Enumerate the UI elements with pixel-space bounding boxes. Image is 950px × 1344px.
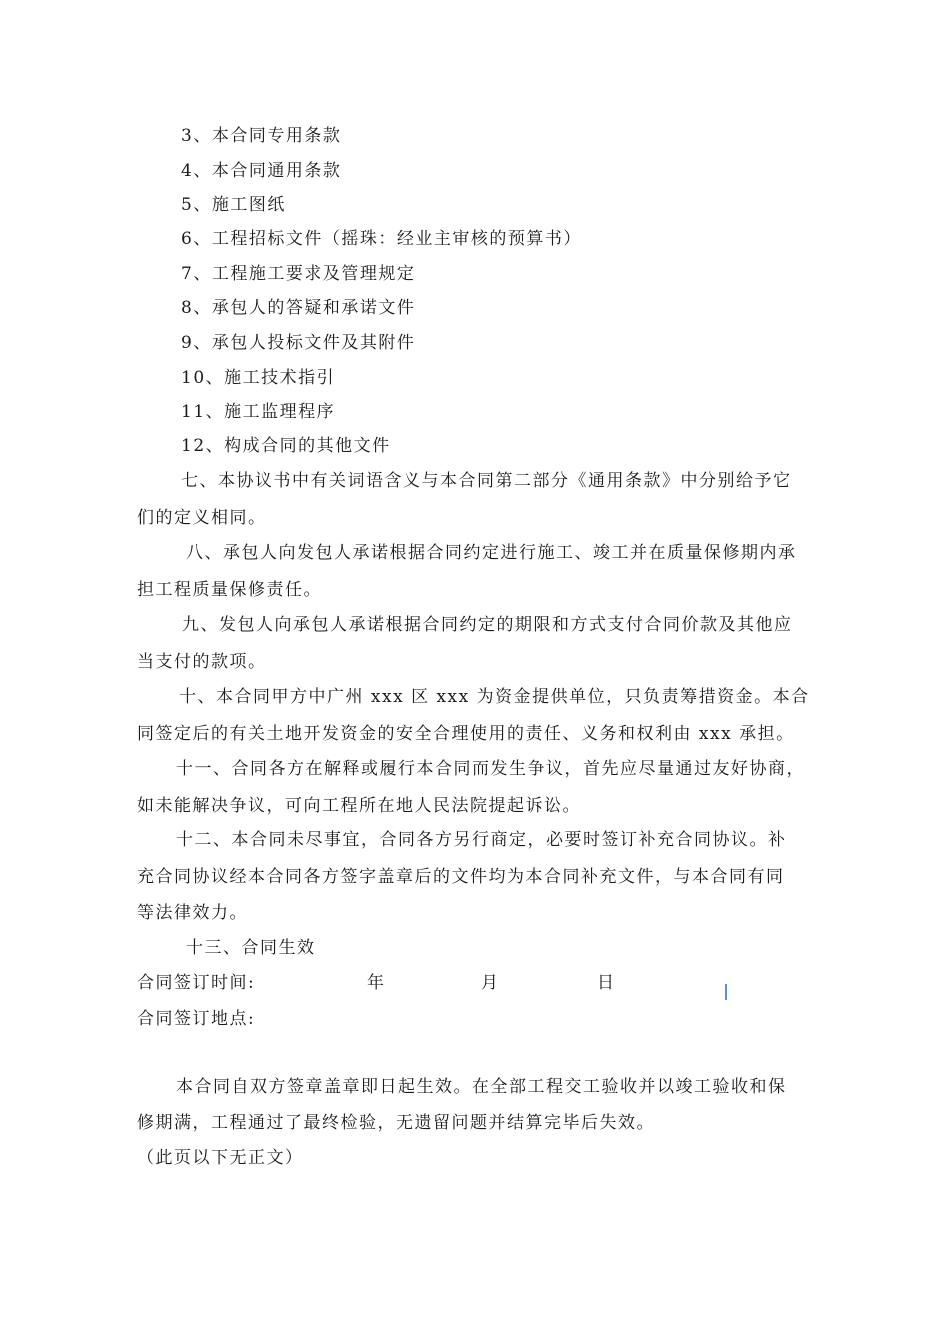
clause-9-line-1: 九、发包人向承包人承诺根据合同约定的期限和方式支付合同价款及其他应 [182,615,793,635]
clause-10-line-1: 十、本合同甲方中广州 xxx 区 xxx 为资金提供单位，只负责筹措资金。本合 [179,687,810,707]
clause-10-line-2: 同签定后的有关土地开发资金的安全合理使用的责任、义务和权利由 xxx 承担。 [137,724,795,744]
list-item: 11、施工监理程序 [181,402,336,422]
list-item: 3、本合同专用条款 [181,126,342,146]
sign-place-label: 合同签订地点: [137,1009,256,1029]
clause-8-line-1: 八、承包人向发包人承诺根据合同约定进行施工、竣工并在质量保修期内承 [186,543,797,563]
clause-12-line-1: 十二、本合同未尽事宜，合同各方另行商定，必要时签订补充合同协议。补 [176,830,787,850]
clause-11-line-1: 十一、合同各方在解释或履行本合同而发生争议，首先应尽量通过友好协商， [176,759,805,779]
list-item: 5、施工图纸 [181,195,286,215]
list-item: 7、工程施工要求及管理规定 [181,264,416,284]
sign-month: 月 [481,973,500,993]
list-item: 4、本合同通用条款 [181,161,342,181]
clause-8-line-2: 担工程质量保修责任。 [137,580,322,600]
sign-year: 年 [367,973,386,993]
list-item: 12、构成合同的其他文件 [181,436,391,456]
list-item: 8、承包人的答疑和承诺文件 [181,298,416,318]
clause-9-line-2: 当支付的款项。 [137,652,267,672]
clause-7-line-1: 七、本协议书中有关词语含义与本合同第二部分《通用条款》中分别给予它 [181,471,792,491]
end-note: （此页以下无正文） [137,1148,304,1168]
sign-day: 日 [597,973,616,993]
clause-12-line-2: 充合同协议经本合同各方签字盖章后的文件均为本合同补充文件，与本合同有同 [137,867,785,887]
clause-11-line-2: 如未能解决争议，可向工程所在地人民法院提起诉讼。 [137,796,581,816]
effect-line-2: 修期满，工程通过了最终检验，无遗留问题并结算完毕后失效。 [137,1113,655,1133]
clause-13-title: 十三、合同生效 [186,938,316,958]
list-item: 9、承包人投标文件及其附件 [181,333,416,353]
sign-time-label: 合同签订时间: [137,973,256,993]
list-item: 6、工程招标文件（摇珠：经业主审核的预算书） [181,229,582,249]
text-cursor [725,984,727,1000]
clause-7-line-2: 们的定义相同。 [137,508,267,528]
clause-12-line-3: 等法律效力。 [137,903,248,923]
list-item: 10、施工技术指引 [181,368,336,388]
effect-line-1: 本合同自双方签章盖章即日起生效。在全部工程交工验收并以竣工验收和保 [176,1077,787,1097]
